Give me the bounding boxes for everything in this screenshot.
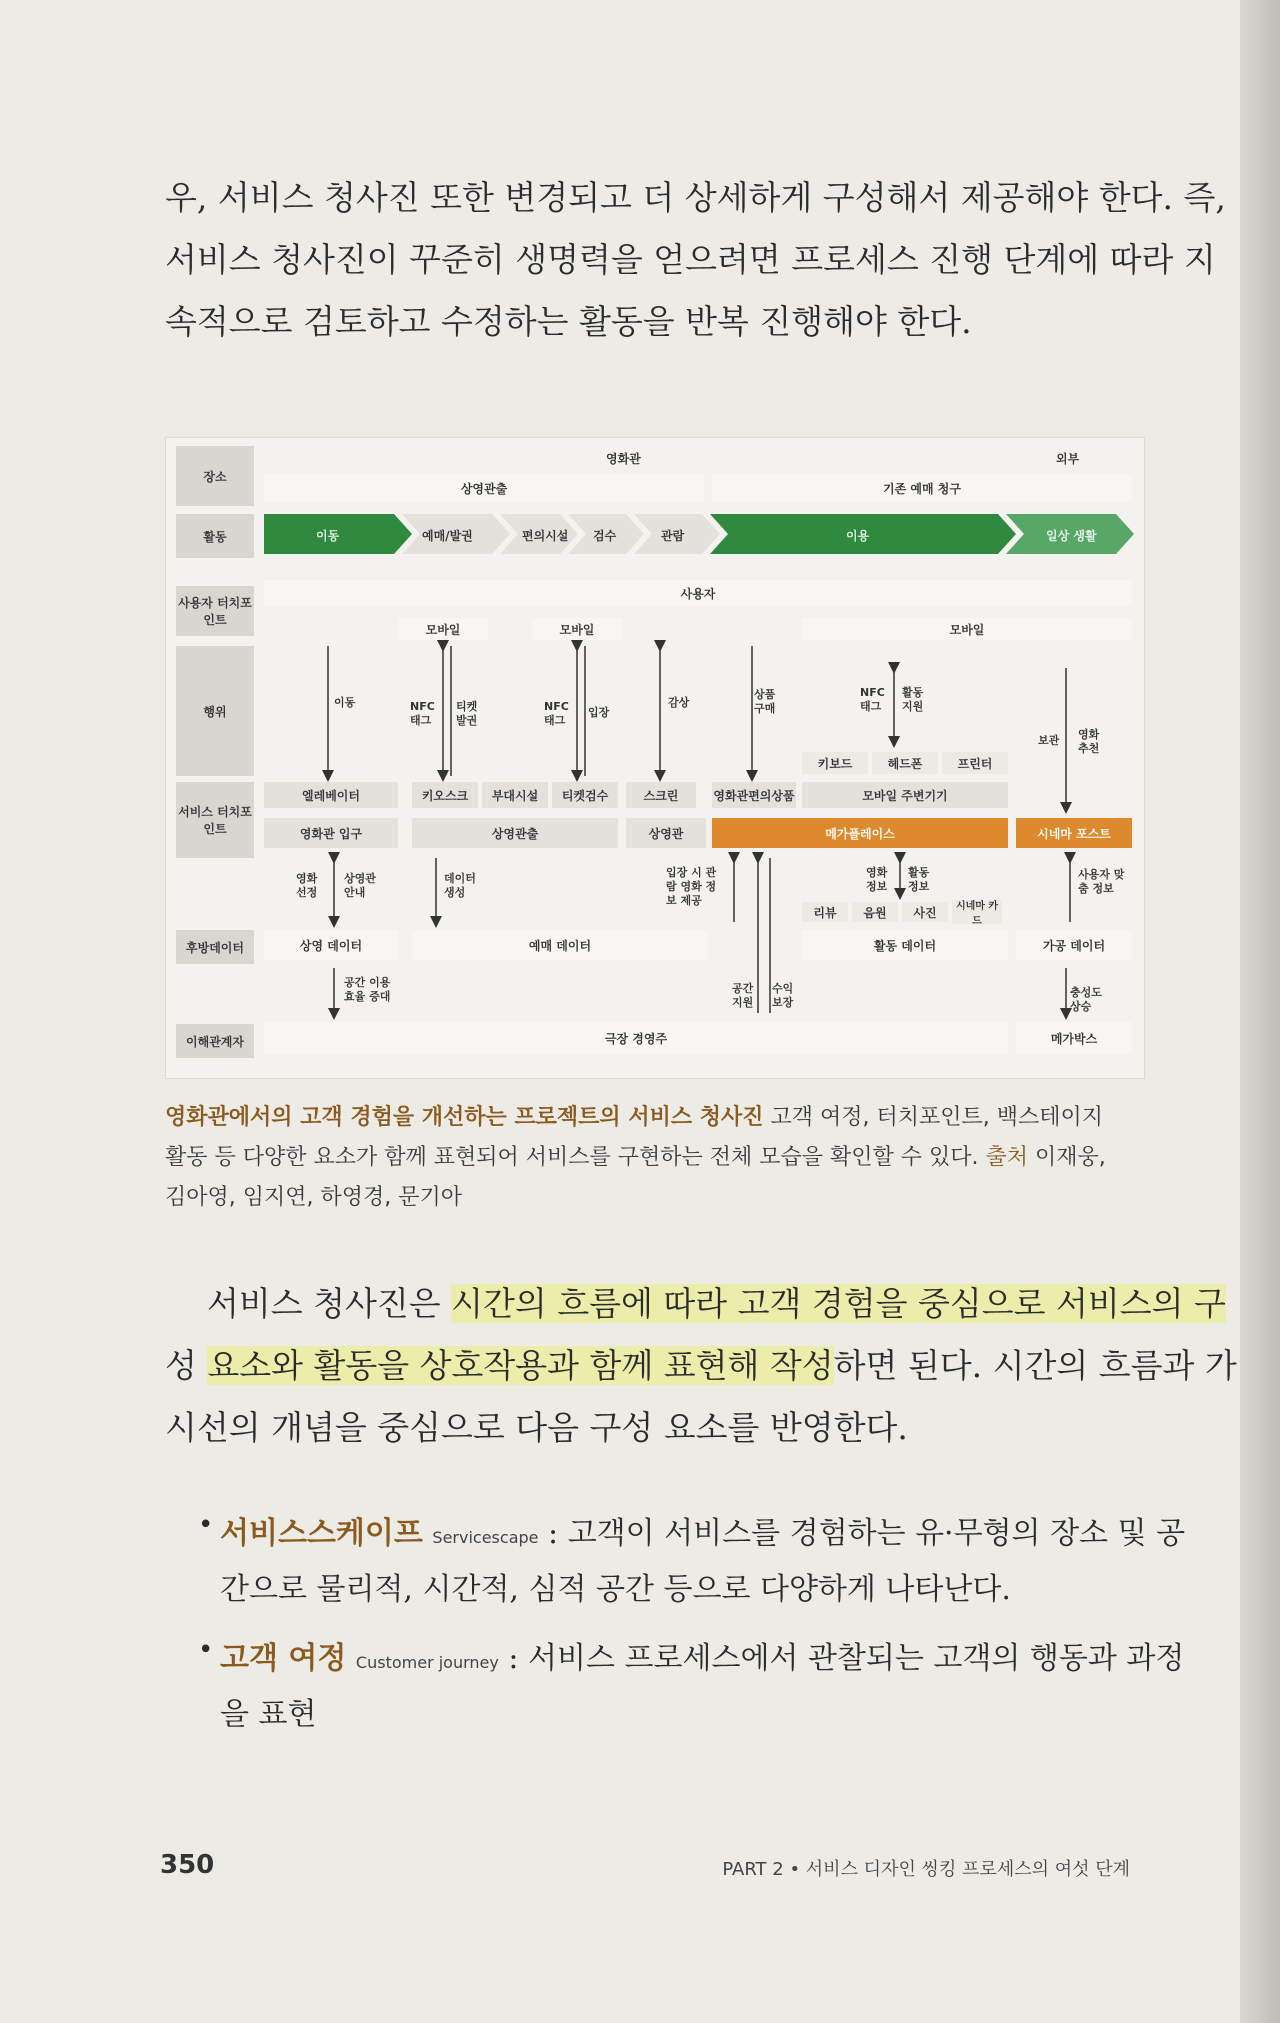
text-line: 시선의 개념을 중심으로 다음 구성 요소를 반영한다. (165, 1408, 908, 1447)
activity-step: 관람 (661, 529, 685, 543)
service-touchpoint: 모바일 주변기기 (802, 782, 1008, 808)
data-sub-item: 리뷰 (802, 902, 848, 922)
bullet-text: : 고객이 서비스를 경험하는 유·무형의 장소 및 공 (548, 1516, 1186, 1551)
text-line (220, 1633, 1185, 1689)
action-note: NFC 태그 (410, 700, 435, 727)
page-edge (1240, 0, 1280, 2023)
top-paragraph (165, 172, 1226, 358)
text-span: 성 (165, 1346, 208, 1385)
action-note: 활동 지원 (902, 686, 924, 713)
service-touchpoint: 티켓검수 (552, 782, 618, 808)
user-touchpoint-mobile: 모바일 (802, 618, 1132, 640)
data-sub-item: 시네마 카드 (952, 900, 1002, 924)
flow-note: 데이터 생성 (444, 872, 476, 899)
data-sub-item: 사진 (902, 902, 948, 922)
service-blueprint-figure (165, 437, 1145, 1079)
activity-step: 일상 생활 (1046, 529, 1097, 543)
bullet-dot: • (198, 1510, 214, 1540)
service-touchpoint: 엘레베이터 (264, 782, 398, 808)
activity-step: 예매/발권 (422, 529, 473, 543)
service-touchpoint: 프린터 (942, 752, 1008, 774)
highlighted-text: 시간의 흐름에 따라 고객 경험을 중심으로 서비스의 구 (451, 1284, 1226, 1323)
flow-note: 영화 선정 (296, 872, 318, 899)
backend-data: 가공 데이터 (1016, 930, 1132, 960)
text-line: 을 표현 (220, 1697, 317, 1732)
row-label-place: 장소 (176, 446, 254, 506)
text-line: 우, 서비스 청사진 또한 변경되고 더 상세하게 구성해서 제공해야 한다. 즉, (165, 178, 1226, 217)
action-note: 영화 추천 (1078, 728, 1100, 755)
text-line (165, 1340, 1237, 1402)
stakeholder: 메가박스 (1016, 1022, 1132, 1054)
flow-note: 공간 지원 (732, 982, 754, 1009)
highlighted-text: 요소와 활동을 상호작용과 함께 표현해 작성 (207, 1346, 834, 1385)
backend-data: 예매 데이터 (412, 930, 708, 960)
activity-chevrons (166, 506, 1144, 566)
user-touchpoint-mobile: 모바일 (532, 618, 622, 640)
action-note: 보관 (1038, 734, 1060, 747)
activity-step: 검수 (593, 529, 617, 543)
flow-note: 사용자 맞춤 정보 (1078, 868, 1125, 895)
text-line (220, 1508, 1186, 1564)
service-touchpoint: 상영관 (626, 818, 706, 848)
caption-body: 고객 여정, 터치포인트, 백스테이지 (770, 1105, 1104, 1130)
row-label-service-touchpoint: 서비스 터치포인트 (176, 782, 254, 858)
service-touchpoint: 상영관출 (412, 818, 618, 848)
action-note: 티켓 발권 (456, 700, 478, 727)
flow-note: 공간 이용 효율 증대 (344, 976, 391, 1003)
service-touchpoint: 영화관 입구 (264, 818, 398, 848)
bullet-item (198, 1633, 1185, 1745)
stakeholder: 극장 경영주 (264, 1022, 1008, 1054)
backend-data: 활동 데이터 (802, 930, 1008, 960)
bullet-term: 서비스스케이프 (220, 1516, 423, 1551)
service-touchpoint: 키보드 (802, 752, 868, 774)
place-outside: 외부 (1056, 452, 1080, 466)
activity-step: 이용 (846, 529, 870, 543)
text-line (165, 1278, 1226, 1340)
caption-body: 활동 등 다양한 요소가 함께 표현되어 서비스를 구현하는 전체 모습을 확인할 수 있다. (165, 1145, 979, 1170)
service-touchpoint: 부대시설 (482, 782, 548, 808)
place-cinema: 영화관 (606, 452, 641, 466)
text-line: 속적으로 검토하고 수정하는 활동을 반복 진행해야 한다. (165, 302, 972, 341)
service-touchpoint: 스크린 (626, 782, 696, 808)
place-screening: 상영관출 (264, 474, 704, 502)
user-touchpoint-mobile: 모바일 (398, 618, 488, 640)
flow-note: 입장 시 관람 영화 정보 제공 (666, 866, 717, 907)
caption-source: 이재웅, (1035, 1145, 1106, 1170)
bullet-term-en: Customer journey (355, 1653, 499, 1672)
service-touchpoint: 영화관편의상품 (712, 782, 796, 808)
user-touchpoint-user: 사용자 (264, 580, 1132, 606)
service-touchpoint-highlight: 메가플레이스 (712, 818, 1008, 848)
activity-step: 편의시설 (522, 529, 569, 543)
bullet-text: : 서비스 프로세스에서 관찰되는 고객의 행동과 과정 (508, 1641, 1185, 1676)
bullet-term: 고객 여정 (220, 1641, 347, 1676)
flow-note: 충성도 상승 (1070, 986, 1102, 1013)
running-head: PART 2 • 서비스 디자인 씽킹 프로세스의 여섯 단계 (722, 1859, 1130, 1880)
figure-caption (165, 1098, 1155, 1218)
text-line: 간으로 물리적, 시간적, 심적 공간 등으로 다양하게 나타난다. (220, 1572, 1011, 1607)
bullet-term-en: Servicescape (432, 1528, 539, 1547)
activity-step: 이동 (316, 529, 340, 543)
caption-source: 김아영, 임지연, 하영경, 문기아 (165, 1185, 462, 1210)
data-sub-item: 음원 (852, 902, 898, 922)
service-touchpoint: 키오스크 (412, 782, 478, 808)
backend-data: 상영 데이터 (264, 930, 398, 960)
flow-note: 활동 정보 (908, 866, 930, 893)
row-label-user-touchpoint: 사용자 터치포인트 (176, 586, 254, 636)
row-label-activity: 활동 (176, 514, 254, 558)
text-span: 서비스 청사진은 (206, 1284, 452, 1323)
action-note: 상품 구매 (754, 688, 776, 715)
action-note: 감상 (668, 696, 690, 709)
action-note: NFC 태그 (860, 686, 885, 713)
service-touchpoint-highlight: 시네마 포스트 (1016, 818, 1132, 848)
place-history: 기존 예매 청구 (712, 474, 1132, 502)
caption-source-label: 출처 (985, 1145, 1028, 1170)
body-paragraph (165, 1278, 1237, 1464)
action-note: NFC 태그 (544, 700, 569, 727)
caption-title: 영화관에서의 고객 경험을 개선하는 프로젝트의 서비스 청사진 (165, 1105, 764, 1130)
action-note: 입장 (588, 706, 610, 719)
row-label-action: 행위 (176, 646, 254, 776)
text-line: 서비스 청사진이 꾸준히 생명력을 얻으려면 프로세스 진행 단계에 따라 지 (165, 240, 1216, 279)
page-number: 350 (160, 1850, 215, 1880)
flow-note: 수익 보장 (772, 982, 794, 1009)
row-label-stakeholders: 이해관계자 (176, 1024, 254, 1058)
row-label-backend-data: 후방데이터 (176, 930, 254, 964)
text-span: 하면 된다. 시간의 흐름과 가 (833, 1346, 1237, 1385)
flow-note: 영화 정보 (866, 866, 888, 893)
service-touchpoint: 헤드폰 (872, 752, 938, 774)
bullet-dot: • (198, 1635, 214, 1665)
action-note: 이동 (334, 696, 356, 709)
bullet-item (198, 1508, 1186, 1620)
flow-note: 상영관 안내 (344, 872, 376, 899)
